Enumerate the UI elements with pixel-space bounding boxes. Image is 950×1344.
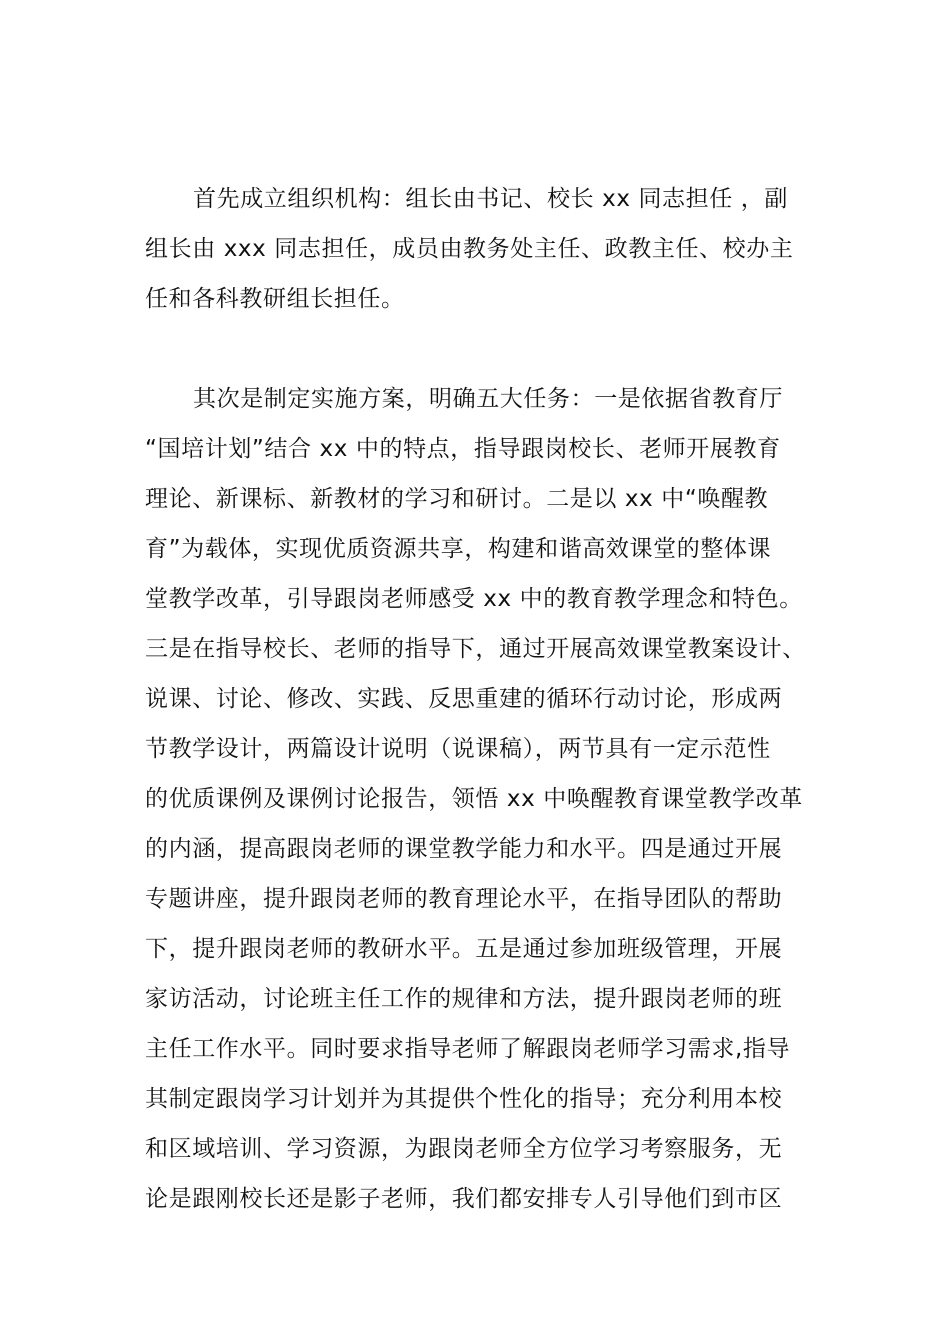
text-line: 育”为载体，实现优质资源共享，构建和谐高效课堂的整体课 bbox=[145, 536, 772, 562]
text-line: “国培计划”结合 xx 中的特点，指导跟岗校长、老师开展教育 bbox=[145, 436, 781, 462]
text-line: 的内涵，提高跟岗老师的课堂教学能力和水平。四是通过开展 bbox=[145, 836, 783, 862]
text-line: 首先成立组织机构：组长由书记、校长 xx 同志担任 ，副 bbox=[193, 186, 788, 212]
text-line: 下，提升跟岗老师的教研水平。五是通过参加班级管理，开展 bbox=[145, 936, 783, 962]
text-line: 其制定跟岗学习计划并为其提供个性化的指导；充分利用本校 bbox=[145, 1086, 783, 1112]
text-line: 家访活动，讨论班主任工作的规律和方法，提升跟岗老师的班 bbox=[145, 986, 783, 1012]
text-line: 和区域培训、学习资源，为跟岗老师全方位学习考察服务，无 bbox=[145, 1136, 783, 1162]
text-line: 组长由 xxx 同志担任，成员由教务处主任、政教主任、校办主 bbox=[145, 236, 794, 262]
text-line: 三是在指导校长、老师的指导下，通过开展高效课堂教案设计、 bbox=[145, 636, 806, 662]
text-line: 主任工作水平。同时要求指导老师了解跟岗老师学习需求,指导 bbox=[145, 1036, 791, 1062]
text-line: 理论、新课标、新教材的学习和研讨。二是以 xx 中“唤醒教 bbox=[145, 486, 769, 512]
text-line: 堂教学改革，引导跟岗老师感受 xx 中的教育教学理念和特色。 bbox=[145, 586, 803, 612]
text-line: 其次是制定实施方案，明确五大任务：一是依据省教育厅 bbox=[193, 386, 783, 412]
text-line: 节教学设计，两篇设计说明（说课稿），两节具有一定示范性 bbox=[145, 736, 771, 762]
text-line: 任和各科教研组长担任。 bbox=[145, 286, 405, 312]
text-line: 专题讲座，提升跟岗老师的教育理论水平，在指导团队的帮助 bbox=[145, 886, 783, 912]
text-line: 的优质课例及课例讨论报告，领悟 xx 中唤醒教育课堂教学改革 bbox=[145, 786, 803, 812]
text-line: 说课、讨论、修改、实践、反思重建的循环行动讨论，形成两 bbox=[145, 686, 783, 712]
text-line: 论是跟刚校长还是影子老师，我们都安排专人引导他们到市区 bbox=[145, 1186, 783, 1212]
